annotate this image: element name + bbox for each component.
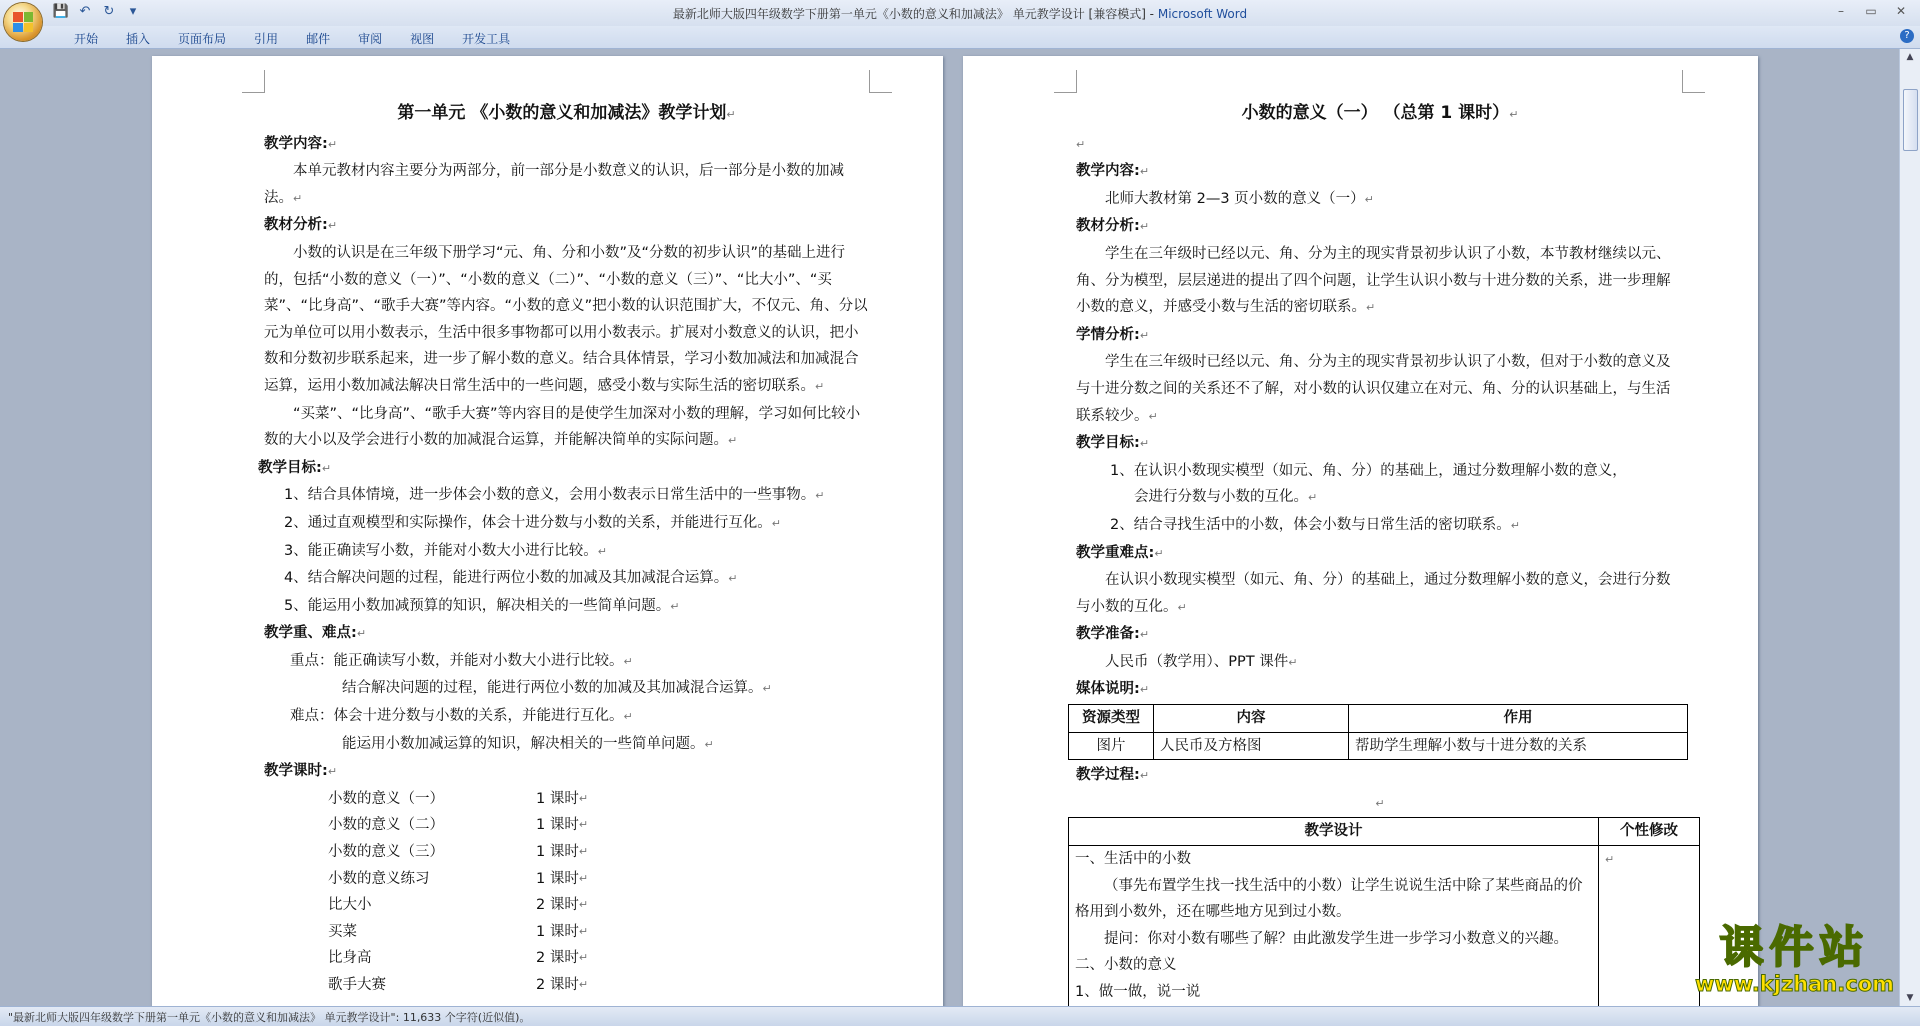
goal-list	[264, 482, 869, 620]
table-header-cell: 教学设计	[1069, 818, 1599, 846]
title-bar	[0, 0, 1920, 26]
table-header-cell: 个性修改	[1599, 818, 1700, 846]
ribbon-tab[interactable]: 页面布局	[178, 32, 227, 46]
lesson-row: 小数的意义（三） 1 课时 ↵	[264, 839, 869, 866]
scroll-up-icon[interactable]: ▲	[1906, 52, 1914, 62]
table-cell: 帮助学生理解小数与十进分数的关系	[1349, 732, 1688, 760]
window-title	[0, 5, 1920, 22]
close-button[interactable]: ✕	[1895, 4, 1907, 18]
ribbon-tab[interactable]: 开发工具	[462, 32, 511, 46]
page-title: 小数的意义（一） （总第 1 课时）↵	[1241, 103, 1519, 123]
design-cell[interactable]	[1069, 846, 1599, 1006]
section-heading: 教材分析:↵	[1076, 218, 1150, 235]
section-heading: 教学准备:↵	[1076, 626, 1150, 643]
status-bar	[0, 1006, 1920, 1026]
paragraph: 北师大教材第 2—3 页小数的意义（一）↵	[1105, 190, 1374, 207]
section-heading: 教学课时:↵	[264, 763, 338, 780]
section-heading: 教学重、难点:↵	[264, 625, 367, 642]
lesson-hours: 1 课时	[536, 923, 579, 940]
goal-item: 5、能运用小数加减预算的知识，解决相关的一些简单问题。↵	[284, 597, 680, 614]
table-header-cell: 作用	[1349, 705, 1688, 733]
lesson-name: 小数的意义练习	[328, 870, 430, 887]
key-point: 结合解决问题的过程，能进行两位小数的加减及其加减混合运算。↵	[342, 680, 772, 697]
ribbon-tab[interactable]: 邮件	[306, 32, 331, 46]
lesson-row: 歌手大赛 2 课时 ↵	[264, 972, 869, 999]
design-line: 一、生活中的小数	[1075, 851, 1191, 868]
section-heading: 教材分析:↵	[264, 217, 338, 234]
customize-qat-icon[interactable]: ▾	[129, 4, 137, 19]
vertical-scrollbar[interactable]	[1899, 49, 1920, 1006]
watermark-text: 课件站	[1719, 922, 1870, 973]
document-page-left[interactable]	[152, 56, 943, 1006]
undo-icon[interactable]: ↶	[79, 4, 91, 19]
modification-cell[interactable]: ↵	[1599, 846, 1700, 1006]
margin-marker	[1682, 70, 1705, 93]
section-heading: 教学内容:↵	[1076, 163, 1150, 180]
status-document-info: "最新北师大版四年级数学下册第一单元《小数的意义和加减法》 单元教学设计": 11,633 个字符(近似值)。	[8, 1011, 531, 1024]
lesson-hours: 1 课时	[536, 870, 579, 887]
section-heading: 教学目标:↵	[1076, 435, 1150, 452]
lesson-hours: 1 课时	[536, 790, 579, 807]
goal-item: 4、结合解决问题的过程，能进行两位小数的加减及其加减混合运算。↵	[284, 570, 738, 587]
ribbon-tab[interactable]: 插入	[126, 32, 151, 46]
empty-paragraph: ↵	[1076, 137, 1086, 151]
lesson-hours: 1 课时	[536, 844, 579, 861]
ribbon-tab[interactable]: 审阅	[358, 32, 383, 46]
goal-item: 1、在认识小数现实模型（如元、角、分）的基础上，通过分数理解小数的意义，	[1110, 462, 1627, 479]
goal-item: 3、能正确读写小数，并能对小数大小进行比较。↵	[284, 542, 607, 559]
document-title: 最新北师大版四年级数学下册第一单元《小数的意义和加减法》 单元教学设计 [兼容模式] -	[672, 7, 1158, 21]
app-name: Microsoft Word	[1157, 7, 1248, 21]
lesson-name: 小数的意义（三）	[328, 844, 444, 861]
design-line: （事先布置学生找一找生活中的小数）让学生说说生活中除了某些商品的价格用到小数外，还在哪些地方见到过小数。	[1075, 877, 1583, 921]
paragraph: 学生在三年级时已经以元、角、分为主的现实背景初步认识了小数，本节教材继续以元、角、分为模型，层层递进的提出了四个问题，让学生认识小数与十进分数的关系，进一步理解小数的意义，并感受小数与生活的密切联系。↵	[1076, 245, 1671, 316]
lesson-row: 买菜 1 课时 ↵	[264, 919, 869, 946]
window-controls	[1828, 2, 1914, 20]
office-button[interactable]	[4, 3, 42, 41]
lesson-name: 歌手大赛	[328, 977, 386, 993]
lesson-name: 买菜	[328, 923, 357, 940]
lesson-name: 小数的意义（一）	[328, 790, 444, 807]
ribbon-tab-bar	[0, 26, 1920, 49]
table-header-row	[1069, 818, 1700, 846]
media-table	[1068, 704, 1688, 760]
paragraph: “买菜”、“比身高”、“歌手大赛”等内容目的是使学生加深对小数的理解，学习如何比较小数的大小以及学会进行小数的加减混合运算，并能解决简单的实际问题。↵	[264, 405, 861, 449]
maximize-button[interactable]: ▭	[1865, 4, 1877, 18]
teaching-design-table	[1068, 817, 1700, 1006]
section-heading: 媒体说明:↵	[1076, 681, 1150, 698]
goal-item: 1、结合具体情境，进一步体会小数的意义，会用小数表示日常生活中的一些事物。↵	[284, 487, 825, 504]
paragraph: 小数的认识是在三年级下册学习“元、角、分和小数”及“分数的初步认识”的基础上进行的，包括“小数的意义（一）”、“小数的意义（二）”、“小数的意义（三）”、“比大小”、“买菜”、“比身高”、“歌手大赛”等内容。“小数的意义”把小数的认识范围扩大，不仅元、角、分以元为单位可以用小数表示，生活中很多事物都可以用小数表示。扩展对小数意义的认识，把小数和分数初步联系起来，进一步了解小数的意义。结合具体情景，学习小数加减法和加减混合运算，运用小数加减法解决日常生活中的一些问题，感受小数与实际生活的密切联系。↵	[264, 244, 868, 394]
table-cell: 人民币及方格图	[1154, 732, 1349, 760]
goal-item-continued: 会进行分数与小数的互化。↵	[1134, 489, 1318, 506]
page-content	[258, 100, 869, 999]
redo-icon[interactable]: ↻	[103, 4, 115, 19]
ribbon-tab[interactable]: 开始	[74, 32, 99, 46]
lesson-hours: 2 课时	[536, 897, 579, 914]
margin-marker	[242, 70, 265, 93]
lesson-row: 小数的意义练习 1 课时 ↵	[264, 866, 869, 893]
lesson-name: 比大小	[328, 897, 372, 914]
watermark-url: www.kjzhan.com	[1694, 972, 1894, 996]
lesson-name: 小数的意义（二）	[328, 817, 444, 834]
save-icon[interactable]: 💾	[52, 4, 70, 19]
document-page-right[interactable]	[963, 56, 1758, 1006]
ribbon-tabs	[60, 28, 524, 49]
document-workspace	[0, 49, 1900, 1006]
lesson-name: 比身高	[328, 950, 372, 967]
paragraph: 学生在三年级时已经以元、角、分为主的现实背景初步认识了小数，但对于小数的意义及与十进分数之间的关系还不了解，对小数的认识仅建立在对元、角、分的认识基础上，与生活联系较少。↵	[1076, 354, 1671, 424]
table-row	[1069, 846, 1700, 1006]
design-line: 二、小数的意义	[1075, 957, 1177, 974]
section-heading: 教学重难点:↵	[1076, 544, 1164, 561]
empty-paragraph: ↵	[1375, 796, 1385, 810]
paragraph: 人民币（教学用）、PPT 课件↵	[1105, 653, 1298, 670]
margin-marker	[869, 70, 892, 93]
table-header-cell: 内容	[1154, 705, 1349, 733]
page-content	[1076, 100, 1684, 1006]
page-title: 第一单元 《小数的意义和加减法》教学计划↵	[397, 103, 736, 123]
minimize-button[interactable]: –	[1838, 4, 1844, 18]
ribbon-tab[interactable]: 引用	[254, 32, 279, 46]
section-heading: 教学内容:↵	[264, 135, 338, 152]
design-line: 1、做一做，说一说	[1075, 984, 1201, 1000]
paragraph: 在认识小数现实模型（如元、角、分）的基础上，通过分数理解小数的意义，会进行分数与小数的互化。↵	[1076, 572, 1671, 615]
help-icon[interactable]: ?	[1900, 29, 1914, 43]
goal-item: 2、结合寻找生活中的小数，体会小数与日常生活的密切联系。↵	[1110, 516, 1520, 533]
office-logo-icon	[13, 12, 33, 32]
table-header-row	[1069, 705, 1688, 733]
section-heading: 教学过程:↵	[1076, 767, 1150, 784]
key-point: 重点：能正确读写小数，并能对小数大小进行比较。↵	[290, 652, 633, 669]
lesson-row: 小数的意义（一） 1 课时 ↵	[264, 786, 869, 813]
goal-item: 2、通过直观模型和实际操作，体会十进分数与小数的关系，并能进行互化。↵	[284, 514, 781, 531]
scroll-thumb[interactable]	[1903, 89, 1918, 151]
design-line: 提问：你对小数有哪些了解？由此激发学生进一步学习小数意义的兴趣。	[1104, 930, 1568, 947]
lesson-row: 比大小 2 课时 ↵	[264, 892, 869, 919]
lesson-row: 小数的意义（二） 1 课时 ↵	[264, 812, 869, 839]
lesson-hours: 2 课时	[536, 977, 579, 993]
scroll-down-icon[interactable]: ▼	[1906, 993, 1914, 1003]
lesson-hours: 1 课时	[536, 817, 579, 834]
section-heading: 教学目标:↵	[258, 459, 332, 476]
paragraph: 本单元教材内容主要分为两部分，前一部分是小数意义的认识，后一部分是小数的加减法。↵	[264, 163, 844, 206]
table-header-cell: 资源类型	[1069, 705, 1154, 733]
difficult-point: 能运用小数加减运算的知识，解决相关的一些简单问题。↵	[342, 735, 714, 752]
lesson-hours: 2 课时	[536, 950, 579, 967]
lesson-list	[264, 786, 869, 999]
margin-marker	[1054, 70, 1077, 93]
section-heading: 学情分析:↵	[1076, 326, 1150, 343]
difficult-point: 难点：体会十进分数与小数的关系，并能进行互化。↵	[290, 708, 633, 725]
ribbon-tab[interactable]: 视图	[410, 32, 435, 46]
table-cell: 图片	[1069, 732, 1154, 760]
lesson-row: 比身高 2 课时 ↵	[264, 945, 869, 972]
table-row	[1069, 732, 1688, 760]
site-watermark	[1695, 924, 1894, 996]
